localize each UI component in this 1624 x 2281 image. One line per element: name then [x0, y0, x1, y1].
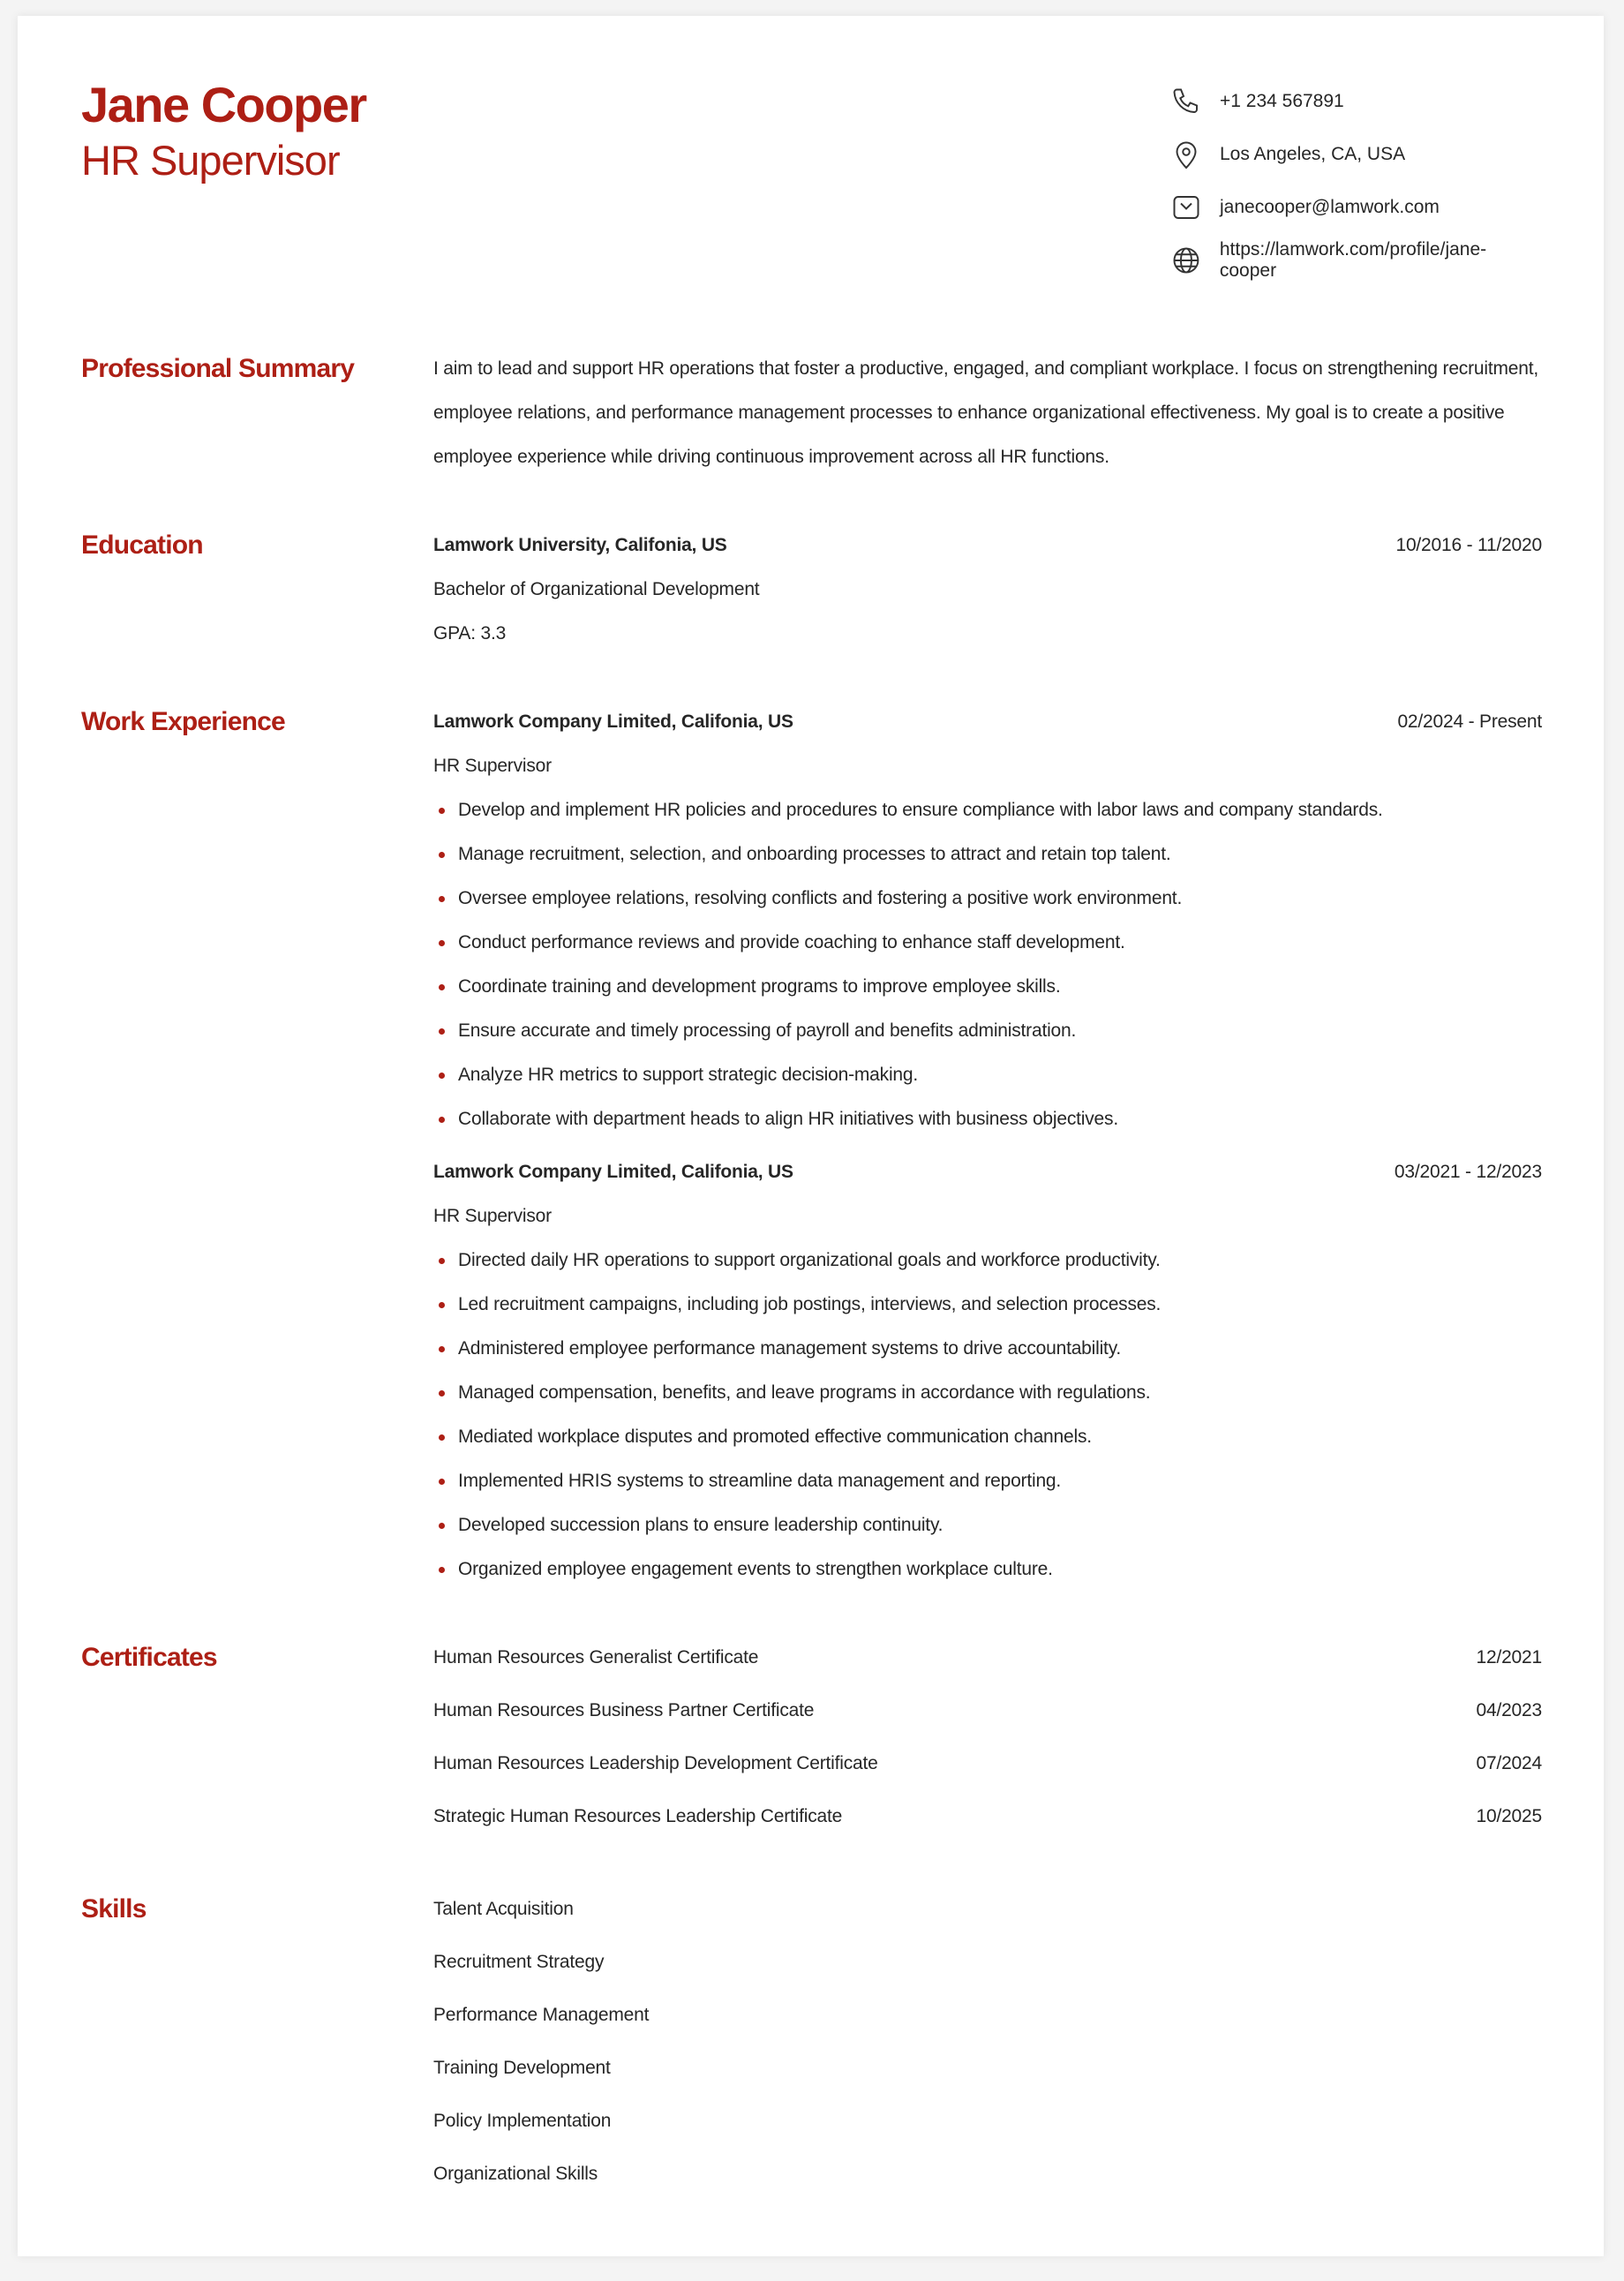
job-dates: 03/2021 - 12/2023 [1394, 1162, 1542, 1182]
summary-text: I aim to lead and support HR operations that foster a productive, engaged, and compliant workplace. I focus on strengthening recruitment, employee relations, and performance management processes to enhance organizational effectiveness. My goal is to create a positive employee experience while driving continuous improvement across all HR functions. [433, 358, 1539, 467]
certificate-item [433, 1790, 1542, 1843]
job-bullet: Mediated workplace disputes and promoted effective communication channels. [433, 1415, 1542, 1459]
contact-email[interactable] [1170, 181, 1542, 234]
job-role: HR Supervisor [433, 1206, 552, 1226]
phone-icon [1170, 86, 1202, 117]
certificate-date: 07/2024 [1476, 1753, 1542, 1773]
location-icon [1170, 139, 1202, 170]
job-entry [433, 1150, 1542, 1592]
resume-header [81, 16, 1542, 347]
globe-icon [1170, 245, 1202, 276]
certificates-section [81, 1636, 1542, 1843]
section-heading: Work Experience [81, 707, 285, 736]
skill-item: Performance Management [433, 2005, 650, 2025]
gpa: GPA: 3.3 [433, 623, 507, 644]
company-name: Lamwork Company Limited, Califonia, US [433, 711, 793, 732]
resume-page [18, 16, 1604, 2256]
job-bullet: Collaborate with department heads to align HR initiatives with business objectives. [433, 1097, 1542, 1141]
email-icon [1170, 192, 1202, 223]
job-header [433, 700, 1542, 744]
job-role: HR Supervisor [433, 756, 552, 776]
job-header [433, 1150, 1542, 1194]
job-bullet: Organized employee engagement events to strengthen workplace culture. [433, 1547, 1542, 1592]
company-name: Lamwork Company Limited, Califonia, US [433, 1162, 793, 1182]
certificate-date: 10/2025 [1476, 1806, 1542, 1826]
job-bullet: Directed daily HR operations to support organizational goals and workforce productivity. [433, 1238, 1542, 1283]
certificate-name: Human Resources Business Partner Certificate [433, 1700, 815, 1720]
job-bullet: Managed compensation, benefits, and leave programs in accordance with regulations. [433, 1371, 1542, 1415]
certificate-item [433, 1684, 1542, 1737]
skills-section [81, 1887, 1542, 2201]
contact-list [1170, 75, 1542, 287]
contact-location [1170, 128, 1542, 181]
summary-section [81, 347, 1542, 479]
job-bullet: Analyze HR metrics to support strategic decision-making. [433, 1053, 1542, 1097]
job-bullet: Develop and implement HR policies and procedures to ensure compliance with labor laws and company standards. [433, 788, 1542, 832]
certificate-date: 12/2021 [1476, 1647, 1542, 1667]
skill-item: Policy Implementation [433, 2111, 612, 2131]
certificate-name: Human Resources Generalist Certificate [433, 1647, 759, 1667]
education-dates: 10/2016 - 11/2020 [1395, 535, 1542, 555]
job-bullet: Manage recruitment, selection, and onboarding processes to attract and retain top talent. [433, 832, 1542, 877]
school-name: Lamwork University, Califonia, US [433, 535, 727, 555]
certificate-item [433, 1737, 1542, 1790]
section-heading: Professional Summary [81, 354, 355, 383]
job-bullet: Oversee employee relations, resolving conflicts and fostering a positive work environment. [433, 877, 1542, 921]
contact-website-text[interactable]: https://lamwork.com/profile/jane-cooper [1219, 239, 1487, 281]
skill-item: Recruitment Strategy [433, 1952, 605, 1972]
job-bullet: Coordinate training and development programs to improve employee skills. [433, 965, 1542, 1009]
education-section [81, 523, 1542, 656]
contact-phone-text: +1 234 567891 [1220, 91, 1344, 111]
job-dates: 02/2024 - Present [1397, 711, 1542, 732]
skill-item: Organizational Skills [433, 2164, 598, 2184]
certificate-name: Strategic Human Resources Leadership Certificate [433, 1806, 843, 1826]
certificate-name: Human Resources Leadership Development Certificate [433, 1753, 878, 1773]
contact-location-text: Los Angeles, CA, USA [1220, 144, 1406, 164]
contact-email-text[interactable]: janecooper@lamwork.com [1220, 197, 1440, 217]
work-section [81, 700, 1542, 1592]
job-bullet: Implemented HRIS systems to streamline data management and reporting. [433, 1459, 1542, 1503]
job-bullets [433, 788, 1542, 1141]
job-bullet: Administered employee performance management systems to drive accountability. [433, 1327, 1542, 1371]
skill-item: Training Development [433, 2058, 611, 2078]
section-heading: Skills [81, 1894, 147, 1923]
section-heading: Education [81, 531, 203, 560]
contact-website[interactable] [1170, 234, 1542, 287]
skill-item: Talent Acquisition [433, 1899, 574, 1919]
certificate-item [433, 1631, 1542, 1684]
job-bullet: Led recruitment campaigns, including job postings, interviews, and selection processes. [433, 1283, 1542, 1327]
candidate-title: HR Supervisor [81, 137, 340, 184]
job-bullets [433, 1238, 1542, 1592]
candidate-name: Jane Cooper [81, 77, 366, 132]
contact-phone [1170, 75, 1542, 128]
degree: Bachelor of Organizational Development [433, 579, 760, 599]
section-heading: Certificates [81, 1643, 217, 1672]
job-entry [433, 700, 1542, 1141]
certificate-date: 04/2023 [1476, 1700, 1542, 1720]
job-bullet: Ensure accurate and timely processing of payroll and benefits administration. [433, 1009, 1542, 1053]
job-bullet: Developed succession plans to ensure leadership continuity. [433, 1503, 1542, 1547]
job-bullet: Conduct performance reviews and provide coaching to enhance staff development. [433, 921, 1542, 965]
